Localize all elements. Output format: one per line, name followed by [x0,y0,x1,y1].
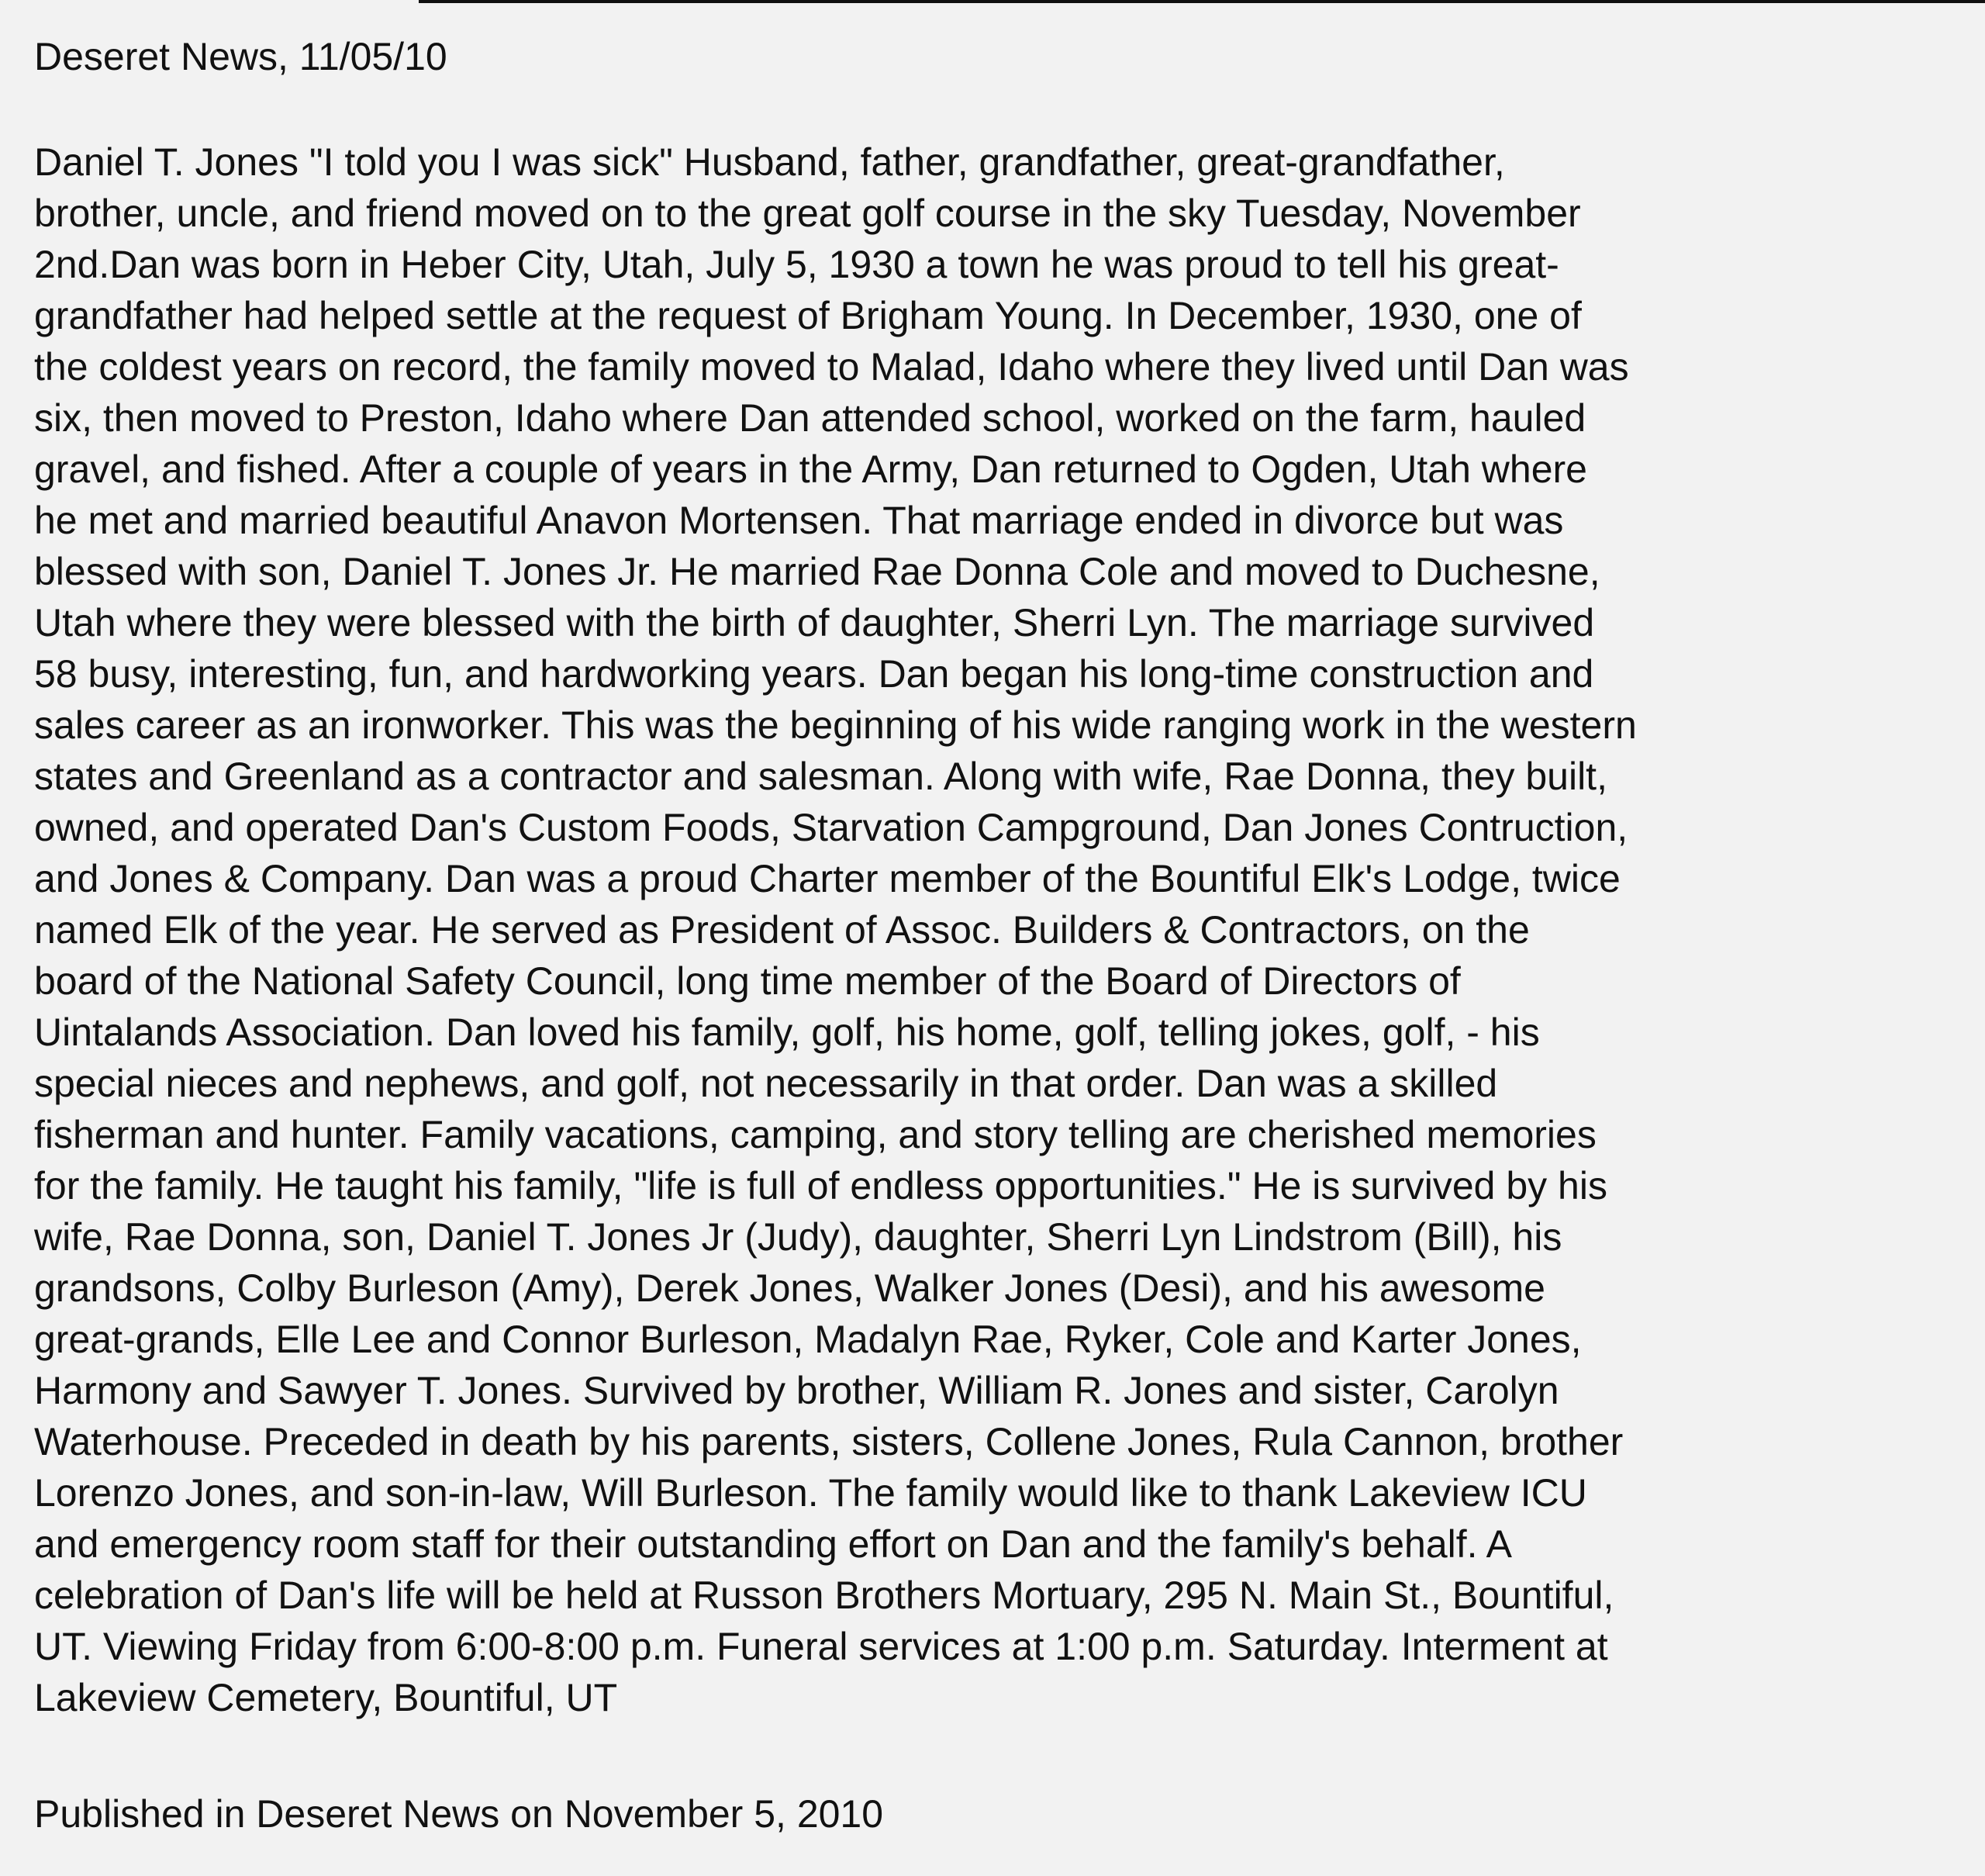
obituary-line: 58 busy, interesting, fun, and hardworking years. Dan began his long-time construction and [34,652,1594,696]
obituary-line: Harmony and Sawyer T. Jones. Survived by brother, William R. Jones and sister, Carolyn [34,1369,1559,1412]
obituary-line: 2nd.Dan was born in Heber City, Utah, July 5, 1930 a town he was proud to tell his great- [34,243,1559,286]
top-rule [419,0,1985,3]
obituary-line: fisherman and hunter. Family vacations, camping, and story telling are cherished memories [34,1113,1597,1156]
obituary-line: owned, and operated Dan's Custom Foods, Starvation Campground, Dan Jones Contruction, [34,806,1628,849]
obituary-line: six, then moved to Preston, Idaho where Dan attended school, worked on the farm, hauled [34,396,1586,440]
obituary-line: special nieces and nephews, and golf, not necessarily in that order. Dan was a skilled [34,1062,1498,1105]
obituary-line: Lakeview Cemetery, Bountiful, UT [34,1676,618,1719]
obituary-line: Uintalands Association. Dan loved his family, golf, his home, golf, telling jokes, golf, - his [34,1011,1540,1054]
obituary-line: Lorenzo Jones, and son-in-law, Will Burleson. The family would like to thank Lakeview ICU [34,1471,1587,1515]
obituary-line: Daniel T. Jones "I told you I was sick" Husband, father, grandfather, great-grandfather, [34,140,1505,184]
publication-footer: Published in Deseret News on November 5, 2010 [34,1792,884,1836]
obituary-line: Utah where they were blessed with the birth of daughter, Sherri Lyn. The marriage survived [34,601,1595,644]
obituary-body [0,136,1637,1723]
obituary-line: great-grands, Elle Lee and Connor Burleson, Madalyn Rae, Ryker, Cole and Karter Jones, [34,1318,1582,1361]
obituary-line: and Jones & Company. Dan was a proud Charter member of the Bountiful Elk's Lodge, twice [34,857,1621,900]
obituary-line: brother, uncle, and friend moved on to the great golf course in the sky Tuesday, November [34,192,1581,235]
obituary-line: he met and married beautiful Anavon Mortensen. That marriage ended in divorce but was [34,499,1564,542]
obituary-line: named Elk of the year. He served as President of Assoc. Builders & Contractors, on the [34,908,1530,952]
obituary-line: celebration of Dan's life will be held at Russon Brothers Mortuary, 295 N. Main St., Bountiful, [34,1574,1614,1617]
source-header: Deseret News, 11/05/10 [34,35,447,78]
obituary-line: blessed with son, Daniel T. Jones Jr. He married Rae Donna Cole and moved to Duchesne, [34,550,1600,593]
obituary-line: and emergency room staff for their outstanding effort on Dan and the family's behalf. A [34,1522,1513,1566]
obituary-line: gravel, and fished. After a couple of years in the Army, Dan returned to Ogden, Utah where [34,447,1587,491]
obituary-line: Waterhouse. Preceded in death by his parents, sisters, Collene Jones, Rula Cannon, brother [34,1420,1624,1463]
obituary-line: wife, Rae Donna, son, Daniel T. Jones Jr (Judy), daughter, Sherri Lyn Lindstrom (Bill), his [34,1215,1562,1259]
obituary-line: for the family. He taught his family, "life is full of endless opportunities." He is survived by his [34,1164,1607,1207]
obituary-line: the coldest years on record, the family moved to Malad, Idaho where they lived until Dan was [34,345,1629,389]
obituary-line: states and Greenland as a contractor and salesman. Along with wife, Rae Donna, they built, [34,755,1607,798]
obituary-line: grandfather had helped settle at the request of Brigham Young. In December, 1930, one of [34,294,1582,337]
obituary-line: grandsons, Colby Burleson (Amy), Derek Jones, Walker Jones (Desi), and his awesome [34,1266,1545,1310]
obituary-line: sales career as an ironworker. This was the beginning of his wide ranging work in the western [34,703,1637,747]
obituary-line: UT. Viewing Friday from 6:00-8:00 p.m. Funeral services at 1:00 p.m. Saturday. Interment at [34,1625,1608,1668]
obituary-line: board of the National Safety Council, long time member of the Board of Directors of [34,959,1461,1003]
